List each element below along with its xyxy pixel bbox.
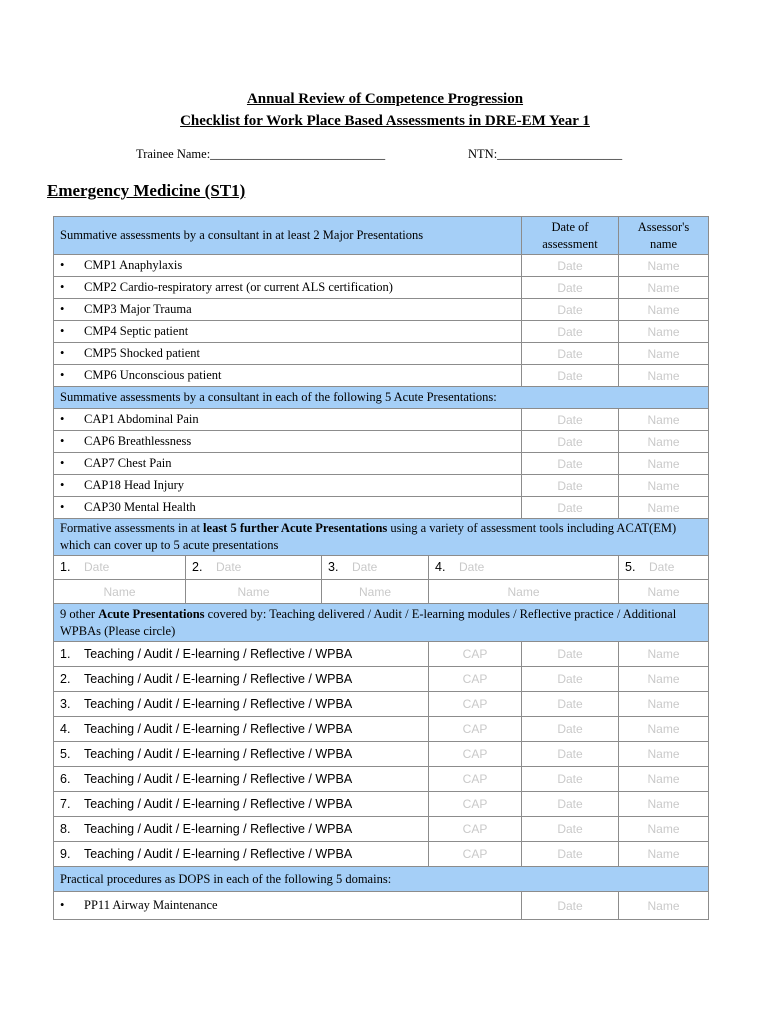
header-date-column: Date of assessment [522, 217, 619, 255]
date-cell[interactable]: Date [649, 560, 675, 574]
date-cell[interactable]: Date [522, 255, 619, 277]
table-row: 1. Teaching / Audit / E-learning / Reflective / WPBA CAP Date Name [54, 642, 709, 667]
cmp-item: CMP3 Major Trauma [84, 302, 192, 316]
date-cell[interactable]: Date [522, 409, 619, 431]
trainee-name-field[interactable]: Trainee Name:____________________________ [136, 147, 386, 161]
table-row: • CMP4 Septic patient Date Name [54, 321, 709, 343]
table-row: 8. Teaching / Audit / E-learning / Reflective / WPBA CAP Date Name [54, 817, 709, 842]
table-row: 4. Teaching / Audit / E-learning / Reflective / WPBA CAP Date Name [54, 717, 709, 742]
date-cell[interactable]: Date [522, 431, 619, 453]
cap-cell[interactable]: CAP [429, 792, 522, 817]
formative-number: 4. [435, 560, 446, 574]
table-row: 2. Teaching / Audit / E-learning / Reflective / WPBA CAP Date Name [54, 667, 709, 692]
cap-cell[interactable]: CAP [429, 767, 522, 792]
name-cell[interactable]: Name [619, 792, 709, 817]
name-cell[interactable]: Name [619, 742, 709, 767]
cmp-item: CMP5 Shocked patient [84, 346, 200, 360]
teaching-options[interactable]: Teaching / Audit / E-learning / Reflective / WPBA [84, 846, 353, 861]
cap-cell[interactable]: CAP [429, 742, 522, 767]
date-cell[interactable]: Date [522, 717, 619, 742]
cap-cell[interactable]: CAP [429, 717, 522, 742]
acute-presentations-header: Summative assessments by a consultant in each of the following 5 Acute Presentations: [54, 387, 709, 409]
teaching-options[interactable]: Teaching / Audit / E-learning / Reflective / WPBA [84, 771, 353, 786]
cap-cell[interactable]: CAP [429, 842, 522, 867]
table-row: • CAP1 Abdominal Pain Date Name [54, 409, 709, 431]
name-cell[interactable]: Name [619, 842, 709, 867]
teaching-options[interactable]: Teaching / Audit / E-learning / Reflective / WPBA [84, 821, 353, 836]
date-cell[interactable]: Date [522, 842, 619, 867]
name-cell[interactable]: Name [619, 255, 709, 277]
name-cell[interactable]: Name [619, 642, 709, 667]
name-cell[interactable]: Name [186, 580, 322, 604]
table-row: • CMP1 Anaphylaxis Date Name [54, 255, 709, 277]
teaching-options[interactable]: Teaching / Audit / E-learning / Reflective / WPBA [84, 746, 353, 761]
name-cell[interactable]: Name [619, 365, 709, 387]
formative-header-row [54, 519, 709, 556]
name-cell[interactable]: Name [619, 453, 709, 475]
cmp-item: CMP4 Septic patient [84, 324, 189, 338]
title-line-2: Checklist for Work Place Based Assessments in DRE-EM Year 1 [180, 113, 590, 129]
procedures-header-row [54, 867, 709, 892]
name-cell[interactable]: Name [619, 409, 709, 431]
date-cell[interactable]: Date [522, 642, 619, 667]
date-cell[interactable]: Date [459, 560, 485, 574]
name-cell[interactable]: Name [619, 892, 709, 920]
date-cell[interactable]: Date [522, 497, 619, 519]
date-cell[interactable]: Date [522, 343, 619, 365]
name-cell[interactable]: Name [619, 277, 709, 299]
formative-number: 5. [625, 560, 636, 574]
teaching-options[interactable]: Teaching / Audit / E-learning / Reflective / WPBA [84, 671, 353, 686]
name-cell[interactable]: Name [619, 667, 709, 692]
date-cell[interactable]: Date [522, 742, 619, 767]
acute-presentations-header-row [54, 387, 709, 409]
other-presentations-header-row [54, 604, 709, 642]
formative-name-row [54, 580, 709, 604]
table-row: • CMP3 Major Trauma Date Name [54, 299, 709, 321]
table-row: 5. Teaching / Audit / E-learning / Reflective / WPBA CAP Date Name [54, 742, 709, 767]
name-cell[interactable]: Name [619, 497, 709, 519]
teaching-options[interactable]: Teaching / Audit / E-learning / Reflective / WPBA [84, 796, 353, 811]
date-cell[interactable]: Date [522, 277, 619, 299]
formative-header: Formative assessments in at least 5 further Acute Presentations using a variety of assessment tools including ACAT(EM) which can cover up to 5 acute presentations [54, 519, 709, 556]
cap-item: CAP6 Breathlessness [84, 434, 192, 448]
pp-item: PP11 Airway Maintenance [84, 898, 218, 912]
name-cell[interactable]: Name [619, 431, 709, 453]
procedures-header: Practical procedures as DOPS in each of the following 5 domains: [54, 867, 709, 892]
cap-item: CAP18 Head Injury [84, 478, 184, 492]
date-cell[interactable]: Date [522, 792, 619, 817]
teaching-options[interactable]: Teaching / Audit / E-learning / Reflective / WPBA [84, 646, 353, 661]
cmp-item: CMP6 Unconscious patient [84, 368, 222, 382]
table-row: • CAP7 Chest Pain Date Name [54, 453, 709, 475]
formative-number: 1. [60, 560, 71, 574]
date-cell[interactable]: Date [216, 560, 242, 574]
ntn-field[interactable]: NTN:____________________ [468, 147, 623, 161]
date-cell[interactable]: Date [522, 667, 619, 692]
table-row: • CAP30 Mental Health Date Name [54, 497, 709, 519]
table-row: 7. Teaching / Audit / E-learning / Reflective / WPBA CAP Date Name [54, 792, 709, 817]
date-cell[interactable]: Date [522, 767, 619, 792]
section-title: Emergency Medicine (ST1) [47, 181, 246, 200]
name-cell[interactable]: Name [54, 580, 186, 604]
cap-cell[interactable]: CAP [429, 817, 522, 842]
name-cell[interactable]: Name [619, 321, 709, 343]
date-cell[interactable]: Date [352, 560, 378, 574]
cap-cell[interactable]: CAP [429, 642, 522, 667]
competence-table [53, 216, 709, 920]
name-cell[interactable]: Name [619, 817, 709, 842]
cap-item: CAP30 Mental Health [84, 500, 196, 514]
name-cell[interactable]: Name [619, 475, 709, 497]
cap-item: CAP1 Abdominal Pain [84, 412, 199, 426]
header-assessor-column: Assessor's name [619, 217, 709, 255]
name-cell[interactable]: Name [619, 717, 709, 742]
table-row: • CAP18 Head Injury Date Name [54, 475, 709, 497]
name-cell[interactable]: Name [619, 767, 709, 792]
date-cell[interactable]: Date [522, 321, 619, 343]
table-row: • PP11 Airway Maintenance Date Name [54, 892, 709, 920]
table-row: • CMP5 Shocked patient Date Name [54, 343, 709, 365]
date-cell[interactable]: Date [522, 817, 619, 842]
date-cell[interactable]: Date [522, 692, 619, 717]
name-cell[interactable]: Name [322, 580, 429, 604]
name-cell[interactable]: Name [619, 343, 709, 365]
date-cell[interactable]: Date [522, 453, 619, 475]
date-cell[interactable]: Date [522, 299, 619, 321]
cap-item: CAP7 Chest Pain [84, 456, 172, 470]
formative-number: 2. [192, 560, 203, 574]
table-row: • CMP2 Cardio-respiratory arrest (or current ALS certification) Date Name [54, 277, 709, 299]
date-cell[interactable]: Date [522, 365, 619, 387]
table-row: • CAP6 Breathlessness Date Name [54, 431, 709, 453]
date-cell[interactable]: Date [522, 475, 619, 497]
title-line-1: Annual Review of Competence Progression [246, 91, 524, 107]
date-cell[interactable]: Date [84, 560, 110, 574]
header-summative-major: Summative assessments by a consultant in at least 2 Major Presentations [54, 217, 522, 255]
cap-cell[interactable]: CAP [429, 692, 522, 717]
formative-date-row [54, 556, 709, 580]
name-cell[interactable]: Name [429, 580, 619, 604]
other-presentations-header: 9 other Acute Presentations covered by: Teaching delivered / Audit / E-learning modules / Reflective practice / Additional WPBAs (Please circle) [54, 604, 709, 642]
table-row: • CMP6 Unconscious patient Date Name [54, 365, 709, 387]
table-row: 3. Teaching / Audit / E-learning / Reflective / WPBA CAP Date Name [54, 692, 709, 717]
teaching-options[interactable]: Teaching / Audit / E-learning / Reflective / WPBA [84, 721, 353, 736]
table-header-row [54, 217, 709, 255]
name-cell[interactable]: Name [619, 580, 709, 604]
cap-cell[interactable]: CAP [429, 667, 522, 692]
table-row: 6. Teaching / Audit / E-learning / Reflective / WPBA CAP Date Name [54, 767, 709, 792]
table-row: 9. Teaching / Audit / E-learning / Reflective / WPBA CAP Date Name [54, 842, 709, 867]
name-cell[interactable]: Name [619, 692, 709, 717]
formative-number: 3. [328, 560, 339, 574]
date-cell[interactable]: Date [522, 892, 619, 920]
teaching-options[interactable]: Teaching / Audit / E-learning / Reflective / WPBA [84, 696, 353, 711]
name-cell[interactable]: Name [619, 299, 709, 321]
cmp-item: CMP1 Anaphylaxis [84, 258, 183, 272]
cmp-item: CMP2 Cardio-respiratory arrest (or current ALS certification) [84, 280, 393, 294]
